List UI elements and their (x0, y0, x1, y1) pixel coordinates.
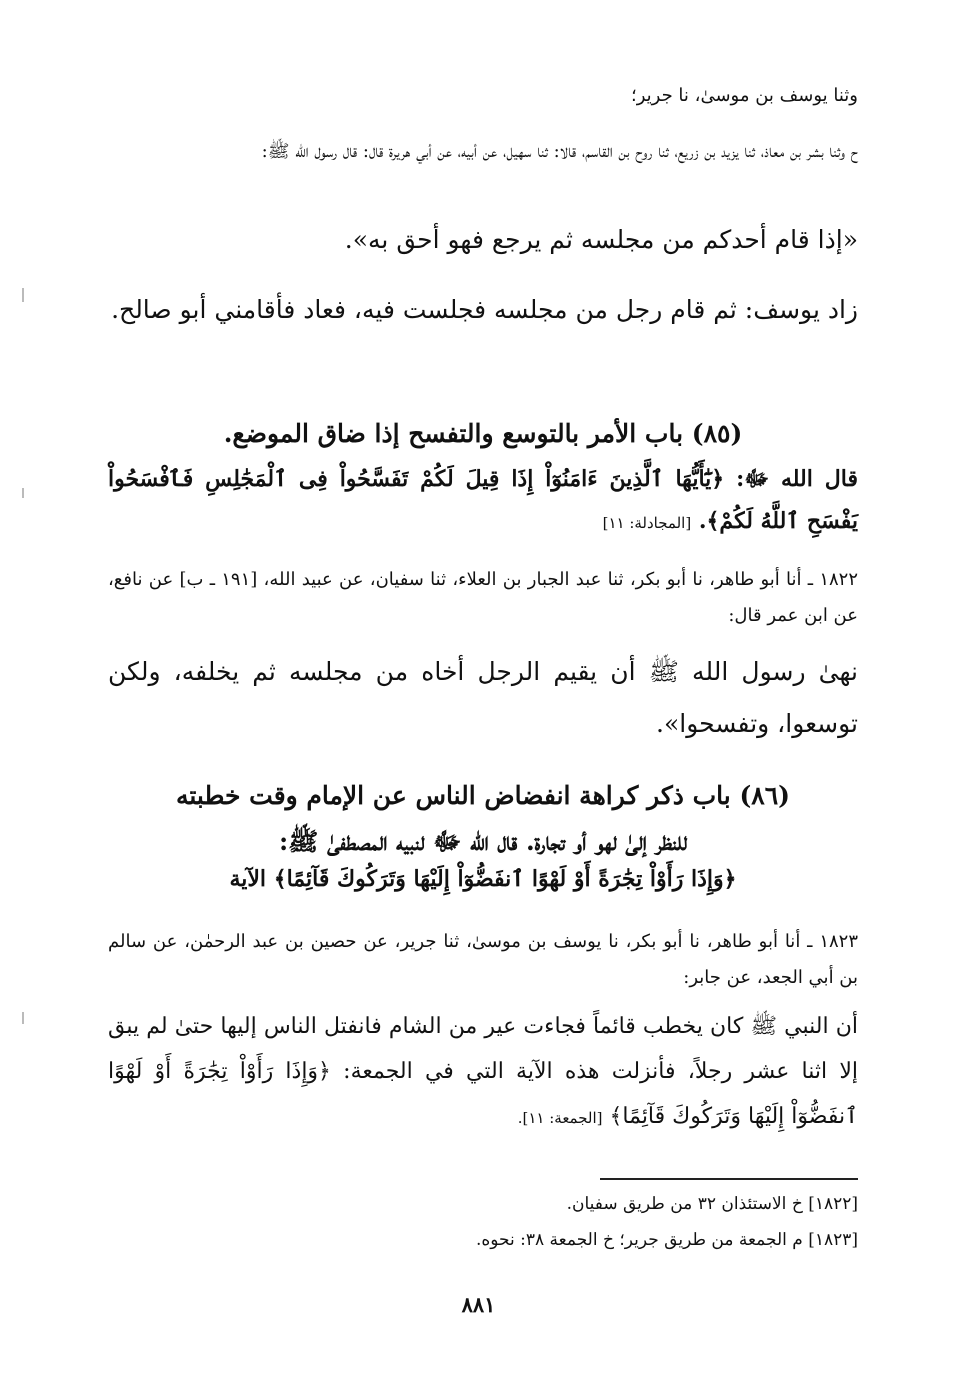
chapter-86-quran-verse: ﴿وَإِذَا رَأَوْاْ تِجَٰرَةً أَوْ لَهْوًا ٱنفَضُّوٓاْ إِلَيْهَا وَتَرَكُوكَ قَآئِمًا﴾ الآية (229, 866, 737, 892)
hadith-1823-matn-block (108, 1004, 858, 1141)
margin-scan-mark (22, 1012, 24, 1024)
chapter-85-heading: (٨٥) باب الأمر بالتوسع والتفسح إذا ضاق الموضع. (223, 419, 743, 448)
chapter-85-intro: قال الله ﷻ: (736, 466, 858, 492)
margin-scan-mark (22, 288, 24, 302)
footnote-1822: [١٨٢٢] خ الاستئذان ٣٢ من طريق سفيان. (566, 1194, 858, 1214)
chapter-85-verse-reference: [المجادلة: ١١] (602, 514, 692, 532)
hadith-1823-matn: أن النبي ﷺ كان يخطب قائماً فجاءت عير من الشام فانفتل الناس إليها حتىٰ لم يبق إلا اثنا عشر رجلاً، فأنزلت هذه الآية التي في الجمعة: ﴿وَإِذَا رَأَوْاْ تِجَٰرَةً أَوْ لَهْوًا ٱنفَضُّوٓاْ إِلَيْهَا وَتَرَكُوكَ قَآئِمًا﴾ (108, 1014, 858, 1129)
hadith-1822-isnad: ١٨٢٢ ـ أنا أبو طاهر، نا أبو بكر، ثنا عبد الجبار بن العلاء، ثنا سفيان، عن عبيد الله، [١٩١ ـ ب] عن نافع، عن ابن عمر قال: (108, 569, 858, 626)
chapter-86-heading-line-1: (٨٦) باب ذكر كراهة انفضاض الناس عن الإمام وقت خطبته (175, 781, 790, 810)
hadith-1823-verse-reference: [الجمعة: ١١]. (517, 1109, 603, 1127)
margin-scan-mark (22, 488, 24, 498)
chapter-86-heading-line-2: للنظر إلىٰ لهو أو تجارة. قال الله ﷻ لنبيه المصطفىٰ ﷺ: (278, 827, 688, 856)
chapter-85-verse-block (108, 458, 858, 544)
chapter-85-quran-verse: ﴿يَٰٓأَيُّهَا ٱلَّذِينَ ءَامَنُوٓاْ إِذَا قِيلَ لَكُمْ تَفَسَّحُواْ فِى ٱلْمَجَٰلِسِ فَٱفْسَحُواْ يَفْسَحِ ٱللَّهُ لَكُمْ﴾. (108, 466, 858, 534)
hadith-1823-isnad: ١٨٢٣ ـ أنا أبو طاهر، نا أبو بكر، نا يوسف بن موسىٰ، ثنا جرير، عن حصين بن عبد الرحمٰن، عن سالم بن أبي الجعد، عن جابر: (108, 931, 858, 988)
paragraph-3-hadith-text: «إذا قام أحدكم من مجلسه ثم يرجع فهو أحق به». (344, 225, 858, 254)
paragraph-2: ح وثنا بشر بن معاذ، ثنا يزيد بن زريع، ثنا روح بن القاسم، قالا: ثنا سهيل، عن أبيه، عن أبي هريرة قال: قال رسول الله ﷺ: (261, 141, 858, 162)
hadith-1822-matn: نهىٰ رسول الله ﷺ أن يقيم الرجل أخاه من مجلسه ثم يخلفه، ولكن توسعوا، وتفسحوا». (108, 657, 858, 738)
footnote-1823: [١٨٢٣] م الجمعة من طريق جرير؛ خ الجمعة ٣٨: نحوه. (475, 1230, 858, 1250)
page-number: ٨٨١ (461, 1292, 496, 1317)
paragraph-4: زاد يوسف: ثم قام رجل من مجلسه فجلست فيه، فعاد فأقامني أبو صالح. (111, 295, 858, 324)
paragraph-1: وثنا يوسف بن موسىٰ، نا جرير؛ (630, 85, 858, 106)
footnote-separator (600, 1178, 858, 1180)
